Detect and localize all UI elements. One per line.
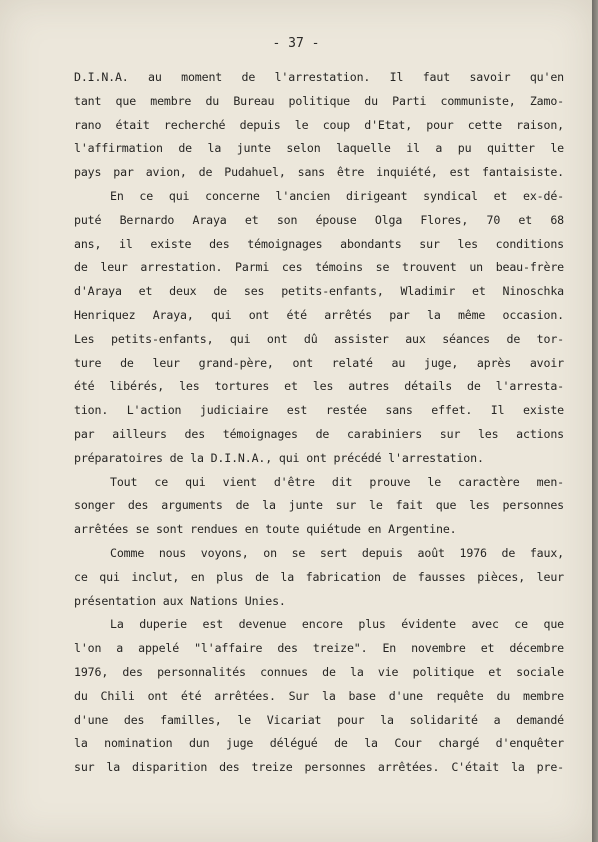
- text-line: présentation aux Nations Unies.: [74, 593, 286, 608]
- text-line: sur la disparition des treize personnes arrêtées. C'était la pre-: [74, 760, 564, 775]
- text-line: préparatoires de la D.I.N.A., qui ont précédé l'arrestation.: [74, 450, 484, 465]
- text-line: songer des arguments de la junte sur le fait que les personnes: [74, 498, 564, 513]
- text-line: La duperie est devenue encore plus évidente avec ce que: [110, 617, 564, 632]
- text-line: tion. L'action judiciaire est restée sans effet. Il existe: [74, 403, 564, 418]
- text-line: l'affirmation de la junte selon laquelle il a pu quitter le: [74, 141, 564, 156]
- text-line: En ce qui concerne l'ancien dirigeant syndical et ex-dé-: [110, 188, 564, 203]
- text-line: du Chili ont été arrêtées. Sur la base d'une requête du membre: [74, 688, 564, 703]
- text-line: de leur arrestation. Parmi ces témoins se trouvent un beau-frère: [74, 260, 564, 275]
- text-line: pays par avion, de Pudahuel, sans être inquiété, est fantaisiste.: [74, 165, 564, 180]
- text-line: par ailleurs des témoignages de carabiniers sur les actions: [74, 426, 564, 441]
- text-line: ture de leur grand-père, ont relaté au juge, après avoir: [74, 355, 564, 370]
- text-line: tant que membre du Bureau politique du Parti communiste, Zamo-: [74, 93, 564, 108]
- text-line: Henriquez Araya, qui ont été arrêtés par la même occasion.: [74, 307, 564, 322]
- text-line: d'Araya et deux de ses petits-enfants, Wladimir et Ninoschka: [74, 284, 564, 299]
- text-line: été libérés, les tortures et les autres détails de l'arresta-: [74, 379, 564, 394]
- text-line: puté Bernardo Araya et son épouse Olga Flores, 70 et 68: [74, 212, 564, 227]
- text-line: l'on a appelé "l'affaire des treize". En novembre et décembre: [74, 641, 564, 656]
- body-text: [74, 66, 564, 780]
- text-line: 1976, des personnalités connues de la vie politique et sociale: [74, 664, 564, 679]
- text-line: D.I.N.A. au moment de l'arrestation. Il faut savoir qu'en: [74, 70, 564, 84]
- page-edge: [592, 0, 598, 842]
- text-line: rano était recherché depuis le coup d'Etat, pour cette raison,: [74, 117, 564, 132]
- text-line: ce qui inclut, en plus de la fabrication de fausses pièces, leur: [74, 569, 564, 584]
- page-number: - 37 -: [272, 36, 320, 51]
- text-line: la nomination dun juge délégué de la Cour chargé d'enquêter: [74, 736, 564, 751]
- text-line: ans, il existe des témoignages abondants sur les conditions: [74, 236, 564, 251]
- text-line: d'une des familles, le Vicariat pour la solidarité a demandé: [74, 712, 564, 727]
- text-line: arrêtées se sont rendues en toute quiétude en Argentine.: [74, 522, 457, 537]
- text-line: Tout ce qui vient d'être dit prouve le caractère men-: [110, 474, 564, 489]
- text-line: Les petits-enfants, qui ont dû assister aux séances de tor-: [74, 331, 564, 346]
- text-line: Comme nous voyons, on se sert depuis août 1976 de faux,: [110, 545, 564, 560]
